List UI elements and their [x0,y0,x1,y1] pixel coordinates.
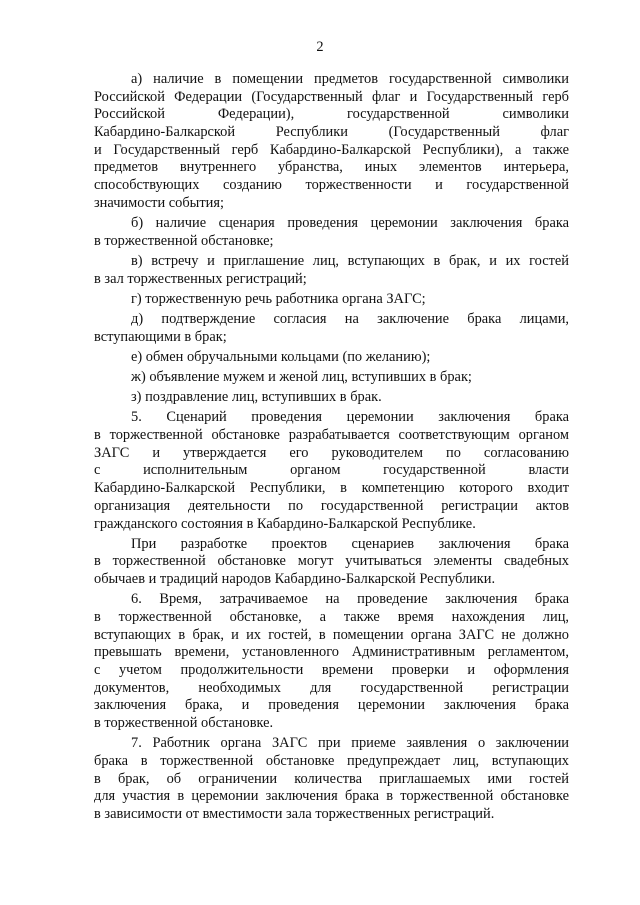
paragraph-line: обычаев и традиций народов Кабардино-Балкарской Республики. [94,571,496,588]
paragraph-p7 [94,735,569,823]
paragraph-line: превышать времени, установленного Административным регламентом, [94,644,569,661]
paragraph-line: гражданского состояния в Кабардино-Балкарской Республике. [94,515,476,532]
document-body [94,71,569,824]
paragraph-zh [94,369,569,387]
paragraph-line: вступающими в брак; [94,328,227,345]
paragraph-line: в торжественной обстановке могут учитываться элементы свадебных [94,553,569,570]
paragraph-line: 7. Работник органа ЗАГС при приеме заявления о заключении [131,735,569,752]
paragraph-line: и Государственный герб Кабардино-Балкарской Республики), а также [94,141,569,158]
paragraph-line: 6. Время, затрачиваемое на проведение заключения брака [131,591,569,608]
paragraph-line: При разработке проектов сценариев заключения брака [131,535,569,552]
paragraph-line: 5. Сценарий проведения церемонии заключения брака [131,409,569,426]
paragraph-b [94,215,569,250]
paragraph-p5b [94,536,569,589]
paragraph-line: Кабардино-Балкарской Республики, в компетенцию которого входит [94,480,569,497]
paragraph-line: брака в торжественной обстановке предупреждает лиц, вступающих [94,752,569,769]
paragraph-line: заключения брака, и проведения церемонии заключения брака [94,697,569,714]
paragraph-line: а) наличие в помещении предметов государственной символики [131,71,569,87]
page-number: 2 [316,39,324,55]
paragraph-line: в торжественной обстановке. [94,715,274,732]
paragraph-line: вступающих в брак, и их гостей, в помещении органа ЗАГС не должно [94,626,569,643]
paragraph-line: предметов внутреннего убранства, иных элементов интерьера, [94,159,569,176]
paragraph-line: е) обмен обручальными кольцами (по желанию); [131,348,431,365]
paragraph-p6 [94,591,569,733]
paragraph-a [94,71,569,213]
paragraph-line: в) встречу и приглашение лиц, вступающих в брак, и их гостей [131,252,569,269]
paragraph-line: ж) объявление мужем и женой лиц, вступивших в брак; [131,369,472,385]
paragraph-line: организация деятельности по государственной регистрации актов [94,497,569,514]
paragraph-d [94,311,569,346]
paragraph-z [94,389,569,407]
paragraph-line: в брак, об ограничении количества приглашаемых ими гостей [94,770,569,787]
paragraph-line: с учетом продолжительности времени проверки и оформления [94,662,569,678]
paragraph-line: в зависимости от вместимости зала торжественных регистраций. [94,806,495,822]
paragraph-g [94,291,569,309]
paragraph-line: в торжественной обстановке; [94,232,274,249]
paragraph-line: способствующих созданию торжественности и государственной [94,177,569,194]
paragraph-line: г) торжественную речь работника органа ЗАГС; [131,290,426,307]
paragraph-v [94,253,569,288]
paragraph-line: документов, необходимых для государственной регистрации [94,679,569,696]
paragraph-line: Кабардино-Балкарской Республики (Государственный флаг [94,124,569,141]
paragraph-line: з) поздравление лиц, вступивших в брак. [131,389,382,406]
paragraph-line: ЗАГС и утверждается его руководителем по согласованию [94,444,569,461]
paragraph-line: Российской Федерации), государственной символики [94,106,569,123]
paragraph-line: в торжественной обстановке, а также время нахождения лиц, [94,608,569,625]
paragraph-e [94,349,569,367]
paragraph-line: с исполнительным органом государственной власти [94,462,569,479]
paragraph-line: Российской Федерации (Государственный флаг и Государственный герб [94,88,569,105]
paragraph-line: значимости события; [94,194,224,211]
paragraph-line: в торжественной обстановке разрабатывается соответствующим органом [94,427,569,444]
paragraph-line: б) наличие сценария проведения церемонии заключения брака [131,215,569,231]
paragraph-p5 [94,409,569,533]
paragraph-line: в зал торжественных регистраций; [94,270,307,287]
paragraph-line: д) подтверждение согласия на заключение брака лицами, [131,310,569,327]
paragraph-line: для участия в церемонии заключения брака в торжественной обстановке [94,788,569,805]
